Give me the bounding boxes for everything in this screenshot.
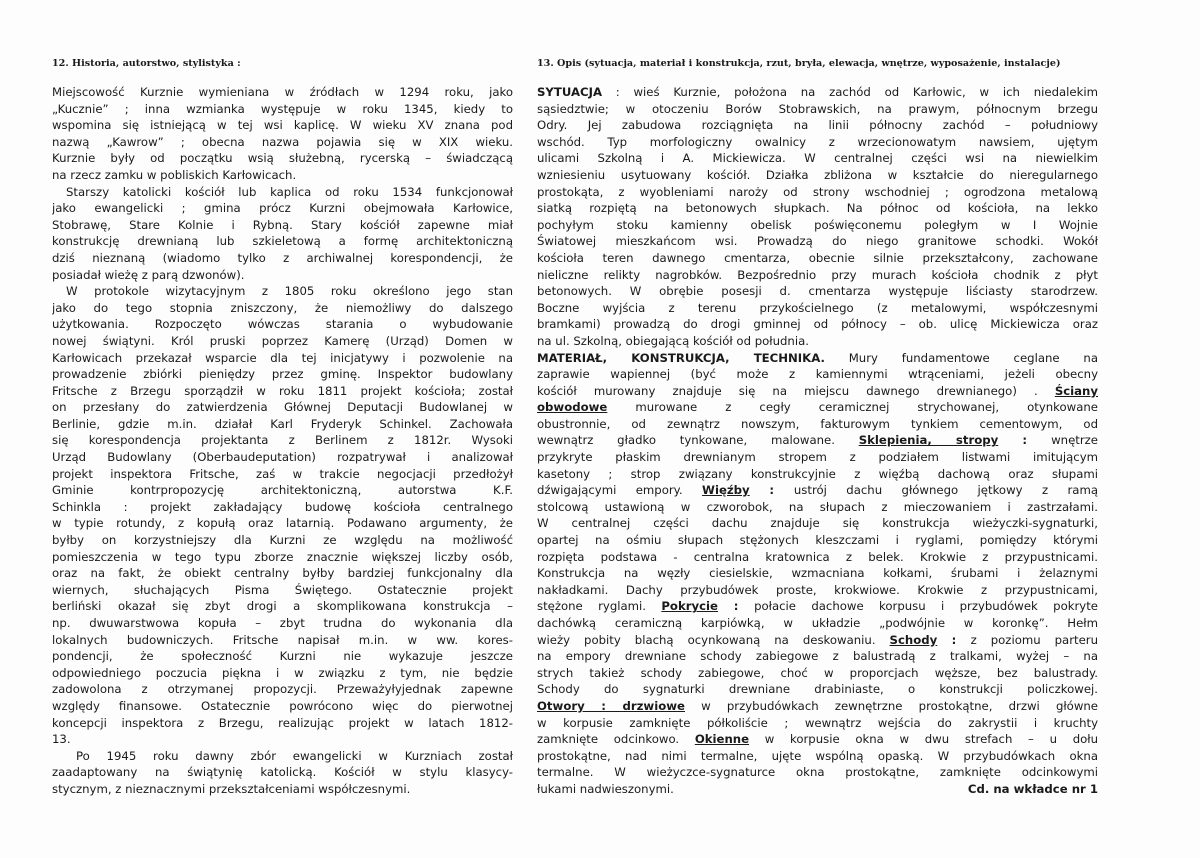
text-segment: wewnątrz gładko tynkowane, malowane.	[537, 433, 859, 448]
text-line	[52, 283, 513, 300]
text-segment: na ul. Szkolną, obiegającą kościół od południa.	[537, 333, 809, 348]
text-line	[52, 515, 513, 532]
text-segment: Gminie kontrpropozycję architektoniczną, autorstwa K.F.	[52, 483, 513, 498]
text-line	[537, 117, 1098, 134]
text-line	[537, 101, 1098, 118]
text-segment: wnętrze	[1051, 433, 1098, 448]
text-segment: konstrukcję drewnianą lub szkieletową a formę architektoniczną	[52, 234, 513, 249]
text-segment: względy finansowe. Ostatecznie powrócono więc do pierwotnej	[52, 698, 513, 713]
text-segment: berliński okazał się zbyt drogi a skomplikowana konstrukcja –	[52, 599, 513, 614]
text-line	[537, 283, 1098, 300]
text-segment: Miejscowość Kurznie wymieniana w źródłach w 1294 roku, jako	[52, 85, 513, 99]
text-segment: Boczne wyjścia z terenu przykościelnego (z metalowymi, współczesnymi	[537, 300, 1098, 315]
text-line	[537, 233, 1098, 250]
text-segment: byłby on korzystniejszy dla Kurzni ze względu na możliwość	[52, 533, 513, 548]
subsection-label: Więźby	[702, 483, 750, 498]
text-segment: Kurznie były od początku wsią służebną, rycerską – świadczącą	[52, 151, 513, 166]
text-segment: nieliczne relikty nagrobków. Bezpośrednio przy murach kościoła chodnik z płyt	[537, 267, 1098, 282]
text-line	[52, 549, 513, 566]
text-line	[52, 665, 513, 682]
text-line	[52, 117, 513, 134]
text-segment: Odry. Jej zabudowa rozciągnięta na linii północny zachód – południowy	[537, 118, 1098, 133]
text-line	[537, 267, 1098, 284]
text-segment: nakładkami. Dachy przybudówek proste, krokwiowe. Krokwie z przypustnicami,	[537, 582, 1098, 597]
text-line	[52, 366, 513, 383]
text-line	[52, 615, 513, 632]
text-line	[537, 665, 1098, 682]
text-segment: opartej na ośmiu słupach stężonych kleszczami i ryglami, pomiędzy którymi	[537, 533, 1098, 548]
text-segment: ulicami Szkolną i A. Mickiewicza. W centralnej części wsi na niewielkim	[537, 151, 1098, 166]
text-segment: w przybudówkach zewnętrzne prostokątne, drzwi główne	[684, 698, 1098, 713]
text-segment: projekt inspektora Fritsche, zaś w trakcie negocjacji przedłożył	[52, 466, 513, 481]
text-line	[52, 84, 513, 101]
text-line	[537, 333, 1098, 350]
text-line	[537, 482, 1098, 499]
text-segment: nazwą „Kawrow” ; obecna nazwa pojawia się w XIX wieku.	[52, 134, 513, 149]
bold-heading: :	[998, 433, 1052, 448]
text-segment: zadowolona z otrzymanej propozycji. Przeważyłyjednak zapewne	[52, 682, 513, 697]
text-segment: Mury fundamentowe ceglane na	[824, 350, 1098, 365]
text-segment: 13.	[52, 732, 71, 747]
subsection-label: Schody	[889, 632, 938, 647]
text-segment: termalne. W wieżyczce-sygnaturce okna prostokątne, zamknięte odcinkowymi	[537, 765, 1098, 780]
text-segment: Karłowicach przekazał wsparcie dla tej inicjatywy i pozwolenie na	[52, 350, 513, 365]
text-line	[537, 217, 1098, 234]
text-line	[537, 250, 1098, 267]
text-line	[537, 167, 1098, 184]
text-segment: stężone ryglami.	[537, 599, 662, 614]
text-line	[52, 715, 513, 732]
text-line	[52, 399, 513, 416]
text-line	[537, 383, 1098, 400]
text-segment: murowane z cegły ceramicznej strychowanej, otynkowane	[607, 400, 1098, 415]
text-line	[537, 731, 1098, 748]
text-segment: pondencji, że społeczność Kurzni nie wykazuje jeszcze	[52, 649, 513, 664]
text-segment: Starszy katolicki kościół lub kaplica od roku 1534 funkcjonował	[66, 184, 513, 199]
text-line	[52, 333, 513, 350]
text-line	[537, 84, 1098, 101]
bold-heading: :	[717, 599, 755, 614]
text-line	[52, 731, 513, 748]
text-segment: kasetony ; strop związany konstrukcyjnie z więźbą dachową oraz słupami	[537, 466, 1098, 481]
text-line	[537, 350, 1098, 367]
text-line	[537, 316, 1098, 333]
text-segment: pomieszczenia w tego typu zborze znacznie większej liczby osób,	[52, 549, 513, 564]
text-segment: wiernych, słuchających Pisma Świętego. Ostatecznie projekt	[52, 582, 513, 597]
text-line	[52, 582, 513, 599]
text-segment: wspomina się istniejącą w tej wsi kaplicę. W wieku XV znana pod	[52, 118, 513, 133]
text-segment: bramkami) prowadzą do drogi gminnej od północy – ob. ulicę Mickiewicza oraz	[537, 317, 1098, 332]
text-line	[537, 416, 1098, 433]
text-line	[52, 316, 513, 333]
text-segment: Urząd Budowlany (Oberbaudeputation) rozpatrywał i analizował	[52, 450, 513, 465]
text-segment: prowadzenie zbiórki pieniędzy przez gminę. Inspektor budowlany	[52, 367, 513, 382]
text-line	[537, 150, 1098, 167]
text-segment: prostokąta, z wyobleniami naroży od strony wschodniej ; ogrodzona metalową	[537, 184, 1098, 199]
text-segment: odpowiedniego poczucia piękna i w związku z tym, nie będzie	[52, 665, 513, 680]
text-line	[537, 466, 1098, 483]
text-line	[537, 781, 1098, 798]
text-line	[52, 217, 513, 234]
text-segment: wzniesieniu usytuowany kościół. Działka zbliżona w kształcie do nieregularnego	[537, 167, 1098, 182]
description-text-column	[537, 84, 1098, 798]
text-segment: połacie dachowe korpusu i przybudówek pokryte	[754, 599, 1098, 614]
text-segment: wschód. Typ morfologiczny owalnicy z wrzecionowatym nawsiem, ujętym	[537, 134, 1098, 149]
text-line	[52, 466, 513, 483]
text-segment: łukami nadwieszonymi.	[537, 781, 674, 796]
text-segment: rozpięta podstawa - centralna kratownica z belek. Krokwie z przypustnicami.	[537, 549, 1098, 564]
text-segment: kościół murowany znajduje się na miejscu dawnego drewnianego) .	[537, 383, 1055, 398]
text-line	[52, 598, 513, 615]
bold-heading: :	[749, 483, 794, 498]
text-line	[52, 648, 513, 665]
text-segment: na rzecz zamku w pobliskich Karłowicach.	[52, 167, 297, 182]
text-segment: W centralnej części dachu znajduje się konstrukcja wieżyczki-sygnaturki,	[537, 516, 1098, 531]
text-segment: się korespondencja projektanta z Berlinem z 1812r. Wysoki	[52, 433, 513, 448]
text-segment: Po 1945 roku dawny zbór ewangelicki w Kurzniach został	[76, 748, 513, 763]
text-line	[537, 499, 1098, 516]
text-segment: sąsiedztwie; w otoczeniu Borów Stobrawskich, na prawym, północnym brzegu	[537, 101, 1098, 116]
text-segment: Berlinie, gdzie m.in. działał Karl Fryderyk Schinkel. Zachowała	[52, 416, 513, 431]
text-line	[52, 267, 513, 284]
bold-heading: :	[937, 632, 971, 647]
text-segment: dziś nieznaną (wiadomo tylko z archiwalnej korespondencji, że	[52, 250, 513, 265]
subsection-label: Ściany	[1054, 383, 1098, 398]
text-segment: Fritsche z Brzegu sporządził w roku 1811 projekt kościoła; został	[52, 383, 513, 398]
text-line	[537, 532, 1098, 549]
text-segment: zaprawie wapiennej (być może z kamiennymi wtrąceniami, jeżeli obecny	[537, 367, 1098, 382]
text-line	[52, 167, 513, 184]
text-segment: nowej świątyni. Król pruski poprzez Kamerę (Urząd) Domen w	[52, 333, 513, 348]
text-line	[537, 200, 1098, 217]
text-segment: betonowych. W obrębie posesji d. cmentarza występuje liściasty starodrzew.	[537, 284, 1098, 299]
section-12-heading: 12. Historia, autorstwo, stylistyka :	[52, 58, 241, 69]
bold-heading: SYTUACJA	[537, 85, 602, 99]
text-line	[537, 598, 1098, 615]
text-line	[52, 482, 513, 499]
text-segment: oraz na fakt, że obiekt centralny byłby bardziej funkcjonalny dla	[52, 566, 513, 581]
text-line	[52, 781, 513, 798]
text-segment: prostokątne, nad nimi termalne, ujęte wspólną opaską. W przybudówkach okna	[537, 748, 1098, 763]
text-segment: ustrój dachu głównego jętkowy z ramą	[793, 483, 1098, 498]
text-segment: na empory drewniane schody zabiegowe z balustradą z tralkami, wyżej – na	[537, 649, 1098, 664]
text-line	[52, 200, 513, 217]
text-line	[52, 383, 513, 400]
text-line	[537, 449, 1098, 466]
text-line	[52, 632, 513, 649]
text-segment: Schinkla : projekt zakładający budowę kościoła centralnego	[52, 499, 513, 514]
text-line	[537, 300, 1098, 317]
text-line	[537, 648, 1098, 665]
text-line	[537, 681, 1098, 698]
text-segment: np. dwuwarstwowa kopuła – zbyt trudna do wykonania dla	[52, 616, 513, 630]
text-line	[537, 549, 1098, 566]
text-line	[537, 134, 1098, 151]
text-segment: dźwigającymi empory.	[537, 483, 703, 498]
continued-note: Cd. na wkładce nr 1	[967, 781, 1098, 796]
text-segment: przykryte płaskim drewnianym stropem z podziałem listwami imitującym	[537, 450, 1098, 465]
text-line	[52, 764, 513, 781]
text-line	[537, 184, 1098, 201]
text-line	[52, 150, 513, 167]
text-segment: Schody do sygnaturki drewniane drabiniaste, o konstrukcji policzkowej.	[537, 682, 1098, 697]
text-segment: zamknięte odcinkowo.	[537, 732, 695, 747]
subsection-label: Pokrycie	[661, 599, 718, 614]
history-text-column	[52, 84, 513, 798]
text-line	[537, 698, 1098, 715]
text-segment: strych takież schody zabiegowe, choć w proporcjach węższe, bez balustrady.	[537, 665, 1098, 680]
text-line	[537, 748, 1098, 765]
text-line	[52, 416, 513, 433]
text-segment: jako do tego stopnia zniszczony, że niemożliwy do dalszego	[52, 300, 513, 315]
text-segment: siatką rozpiętą na betonowych słupkach. Na północ od kościoła, na lekko	[537, 201, 1098, 216]
text-segment: pochyłym stoku kamienny obelisk poświęconemu poległym w I Wojnie	[537, 217, 1098, 232]
text-line	[537, 515, 1098, 532]
subsection-label: Sklepienia, stropy	[858, 433, 999, 448]
text-line	[52, 432, 513, 449]
text-segment: kościoła teren dawnego cmentarza, obecnie silnie przekształcony, zachowane	[537, 250, 1098, 265]
text-segment: posiadał wieżę z parą dzwonów).	[52, 267, 245, 282]
text-segment: w korpusie okna w dwu strefach – u dołu	[749, 732, 1098, 747]
text-line	[52, 565, 513, 582]
text-segment: Światowej mieszkańcom wsi. Prowadzą do niego granitowe schodki. Wokół	[537, 234, 1098, 249]
text-line	[537, 399, 1098, 416]
text-segment: w typie rotundy, z kopułą oraz latarnią. Podawano argumenty, że	[52, 516, 513, 531]
text-segment: w korpusie zamknięte półkoliście ; wewnątrz wejścia do zakrystii i kruchty	[537, 715, 1098, 730]
text-segment: Konstrukcja na węzły ciesielskie, wzmacniana kołkami, śrubami i żelaznymi	[537, 566, 1098, 581]
text-segment: użytkowania. Rozpoczęto wówczas starania o wybudowanie	[52, 317, 513, 332]
text-segment: „Kucznie” ; inna wzmianka występuje w roku 1345, kiedy to	[52, 101, 513, 116]
text-line	[52, 350, 513, 367]
text-line	[52, 681, 513, 698]
text-line	[52, 250, 513, 267]
text-line	[537, 764, 1098, 781]
text-segment: z poziomu parteru	[970, 632, 1098, 647]
text-segment: jako ewangelicki ; gmina prócz Kurzni obejmowała Karłowice,	[52, 201, 513, 216]
text-segment: zaadaptowany na świątynię katolicką. Kościół w stylu klasycy-	[52, 765, 513, 780]
text-segment: dachówką ceramiczną karpiówką, w układzie „podwójnie w koronkę”. Hełm	[537, 616, 1098, 630]
text-segment: koncepcji inspektora z Brzegu, realizując projekt w latach 1812-	[52, 715, 513, 730]
text-line	[537, 615, 1098, 632]
subsection-label: obwodowe	[537, 400, 608, 415]
subsection-label: Okienne	[694, 732, 750, 747]
text-line	[52, 134, 513, 151]
text-line	[537, 582, 1098, 599]
text-line	[52, 184, 513, 201]
text-line	[52, 748, 513, 765]
text-segment: lokalnych budowniczych. Fritsche napisał m.in. w ww. kores-	[52, 632, 513, 647]
text-line	[52, 101, 513, 118]
text-segment: : wieś Kurznie, położona na zachód od Karłowic, w ich niedalekim	[602, 85, 1098, 99]
text-line	[52, 499, 513, 516]
text-segment: obustronnie, od zewnątrz nowszym, fakturowym tynkiem cementowym, od	[537, 416, 1098, 431]
bold-heading: MATERIAŁ, KONSTRUKCJA, TECHNIKA.	[537, 350, 825, 365]
text-segment: stolcową ustawioną w czworobok, na słupach z mieczowaniem i zastrzałami.	[537, 499, 1098, 514]
text-line	[52, 233, 513, 250]
text-line	[52, 300, 513, 317]
text-line	[537, 715, 1098, 732]
text-line	[52, 532, 513, 549]
text-line	[537, 632, 1098, 649]
text-segment: Stobrawę, Stare Kolnie i Rybną. Stary kościół zapewne miał	[52, 217, 513, 232]
text-segment: wieży pobity blachą ocynkowaną na deskowaniu.	[537, 632, 890, 647]
text-line	[537, 366, 1098, 383]
text-line	[52, 449, 513, 466]
text-segment: on przesłany do zatwierdzenia Głównej Deputacji Budowlanej w	[52, 400, 513, 415]
text-line	[537, 432, 1098, 449]
text-line	[537, 565, 1098, 582]
subsection-label: Otwory : drzwiowe	[537, 698, 685, 713]
text-segment: W protokole wizytacyjnym z 1805 roku określono jego stan	[66, 284, 513, 299]
section-13-heading: 13. Opis (sytuacja, materiał i konstrukcja, rzut, bryła, elewacja, wnętrze, wyposażenie, instalacje)	[537, 58, 1061, 69]
text-segment: stycznym, z nieznacznymi przekształceniami współczesnymi.	[52, 781, 411, 796]
text-line	[52, 698, 513, 715]
